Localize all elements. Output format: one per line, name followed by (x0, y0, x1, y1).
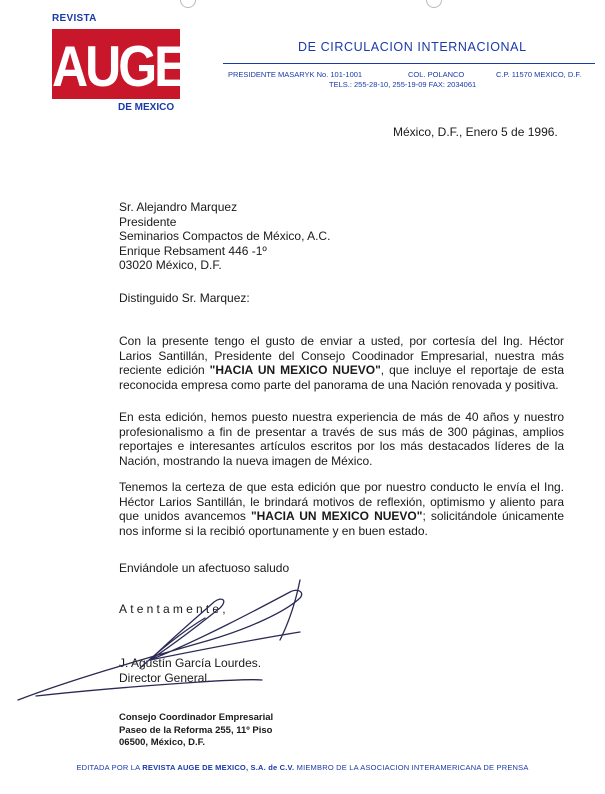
cc-line: 06500, México, D.F. (119, 737, 206, 748)
footer-suffix: MIEMBRO DE LA ASOCIACION INTERAMERICANA DE PRENSA (294, 763, 529, 772)
recipient-line: Seminarios Compactos de México, A.C. (119, 229, 331, 243)
greeting: Distinguido Sr. Marquez: (119, 291, 250, 305)
cc-block (119, 712, 273, 750)
footer (0, 763, 605, 772)
paragraph-2: En esta edición, hemos puesto nuestra experiencia de más de 40 años y nuestro profesionalismo a fin de presentar a través de sus más de 300 páginas, amplios reportajes e interesantes artículos escritos por los más destacados líderes de la Nación, mostrando la nueva imagen de México. (119, 410, 564, 468)
circulation-heading: DE CIRCULACION INTERNACIONAL (298, 40, 527, 54)
revista-label: REVISTA (52, 13, 97, 24)
paragraph-1-text-a: Con la presente tengo el gusto de enviar a usted, por cortesía del Ing. Héctor Larios Santillán, Presidente del Consejo Coodinador Empresarial, nuestra más reciente edición (119, 334, 564, 377)
address-street: PRESIDENTE MASARYK No. 101-1001 (228, 70, 363, 79)
paragraph-3-text-a: Tenemos la certeza de que esta edición que por nuestro conducto le envía el Ing. Héctor Larios Santillán, le brindará motivos de reflexión, optimismo y aliento para que unidos avancemos (119, 480, 564, 523)
address-phones: TELS.: 255-28-10, 255-19-09 FAX: 2034061 (329, 80, 477, 89)
footer-publisher: REVISTA AUGE DE MEXICO, S.A. de C.V. (142, 763, 295, 772)
dateline: México, D.F., Enero 5 de 1996. (393, 125, 558, 139)
paragraph-3-title: "HACIA UN MEXICO NUEVO" (250, 509, 423, 523)
recipient-line: Presidente (119, 214, 177, 229)
paragraph-1-title: "HACIA UN MEXICO NUEVO" (209, 363, 381, 377)
signer-name: J. Agustín García Lourdes. (119, 656, 262, 670)
farewell: Enviándole un afectuoso saludo (119, 561, 290, 575)
cc-line: Paseo de la Reforma 255, 11º Piso (119, 724, 273, 736)
address-cp: C.P. 11570 MEXICO, D.F. (496, 70, 582, 79)
closing: Atentamente, (119, 602, 229, 616)
signer-title: Director General. (119, 670, 211, 685)
paragraph-1-text-b: , que incluye el reportaje de esta reconocida empresa como parte del panorama de una Nación renovada y positiva. (119, 363, 564, 392)
recipient-line: Enrique Rebsament 446 -1º (119, 243, 267, 258)
address-colonia: COL. POLANCO (408, 70, 465, 79)
recipient-line: Sr. Alejandro Marquez (119, 200, 238, 214)
logo-text: AUGE (52, 34, 185, 99)
recipient-line: 03020 México, D.F. (119, 258, 222, 272)
cc-line: Consejo Coordinador Empresarial (119, 712, 274, 723)
footer-prefix: EDITADA POR LA (76, 763, 143, 772)
paragraph-3-text-b: ; solicitándole únicamente nos informe si la recibió oportunamente y en buen estado. (119, 509, 564, 538)
de-mexico-label: DE MEXICO (118, 102, 175, 113)
